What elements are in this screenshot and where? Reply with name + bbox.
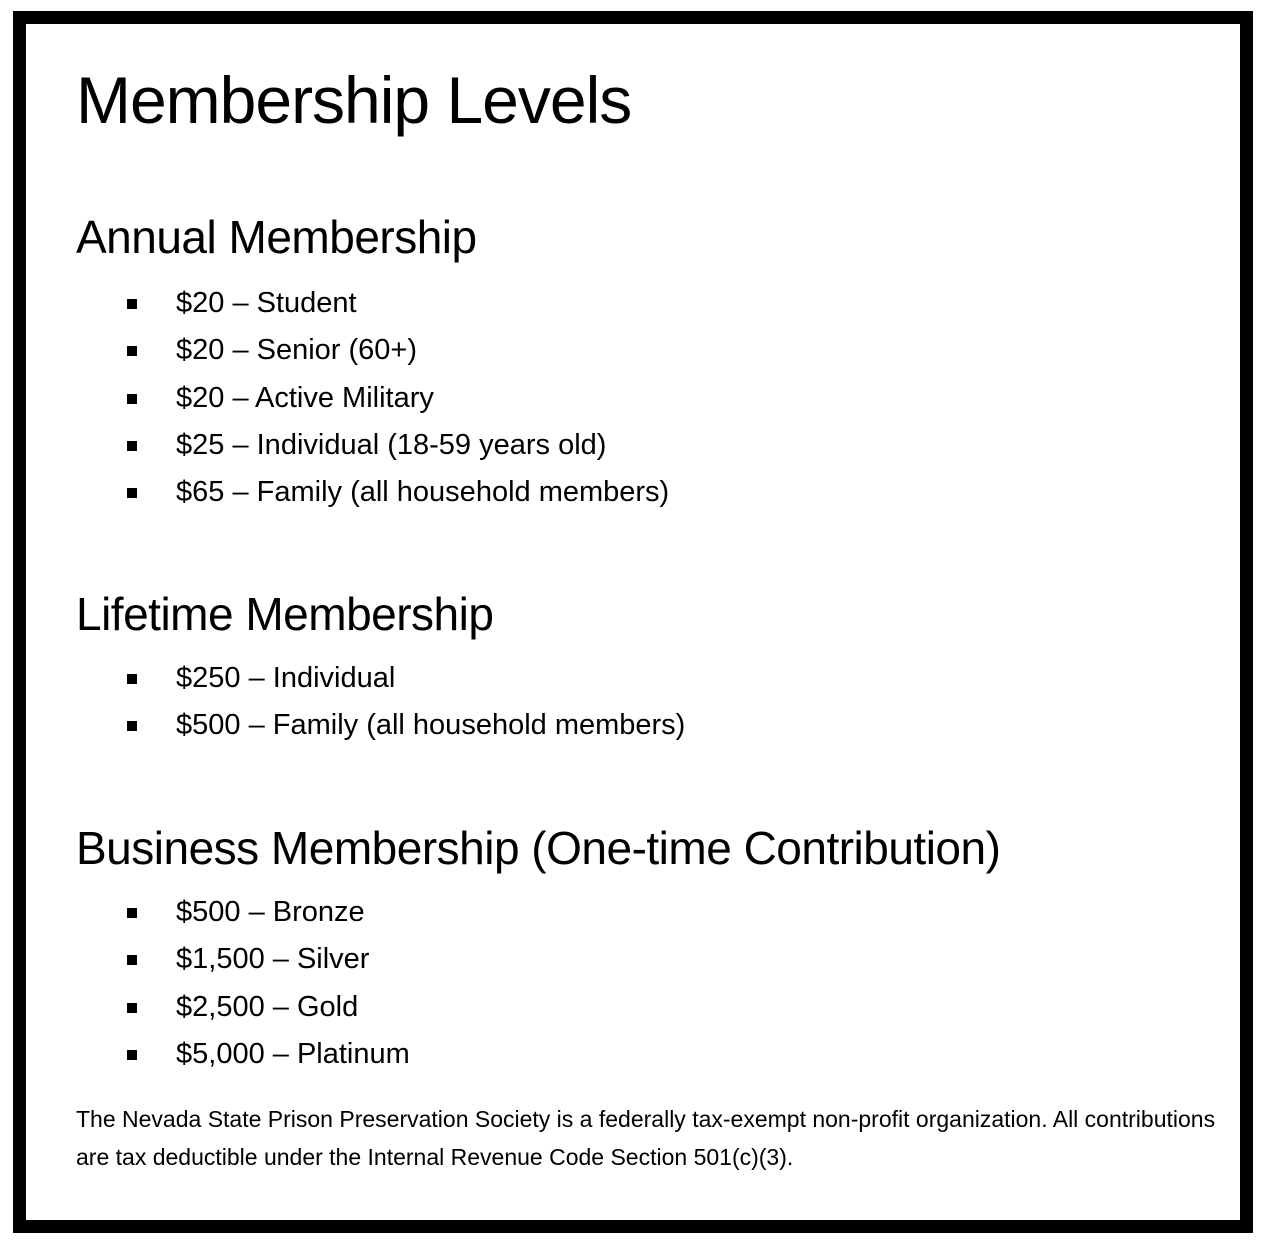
square-bullet-icon	[127, 299, 137, 309]
square-bullet-icon	[127, 346, 137, 356]
list-item-text: $25 – Individual (18-59 years old)	[176, 428, 607, 461]
square-bullet-icon	[127, 721, 137, 731]
list-item-text: $500 – Bronze	[176, 896, 365, 928]
square-bullet-icon	[127, 488, 137, 498]
square-bullet-icon	[127, 1050, 137, 1060]
square-bullet-icon	[127, 908, 137, 918]
list-item-text: $20 – Active Military	[176, 381, 434, 414]
document-frame	[13, 11, 1253, 1233]
list-item-text: $5,000 – Platinum	[176, 1037, 410, 1070]
square-bullet-icon	[127, 441, 137, 451]
list-item-text: $65 – Family (all household members)	[176, 476, 670, 509]
square-bullet-icon	[127, 394, 137, 404]
page-title: Membership Levels	[76, 63, 632, 137]
list-item-text: $20 – Senior (60+)	[176, 334, 418, 367]
square-bullet-icon	[127, 955, 137, 965]
list-item-text: $1,500 – Silver	[176, 943, 370, 976]
section-heading-lifetime: Lifetime Membership	[76, 588, 494, 640]
square-bullet-icon	[127, 1003, 137, 1013]
section-heading-business: Business Membership (One-time Contribution)	[76, 822, 1001, 874]
section-heading-annual: Annual Membership	[76, 211, 477, 263]
list-item-text: $250 – Individual	[176, 662, 396, 694]
tax-exempt-note: The Nevada State Prison Preservation Society is a federally tax-exempt non-profit organization. All contributions are tax deductible under the Internal Revenue Code Section 501(c)(3).	[76, 1106, 1216, 1170]
list-item-text: $2,500 – Gold	[176, 990, 359, 1023]
list-item-text: $500 – Family (all household members)	[176, 709, 686, 742]
list-item-text: $20 – Student	[176, 287, 357, 319]
square-bullet-icon	[127, 674, 137, 684]
